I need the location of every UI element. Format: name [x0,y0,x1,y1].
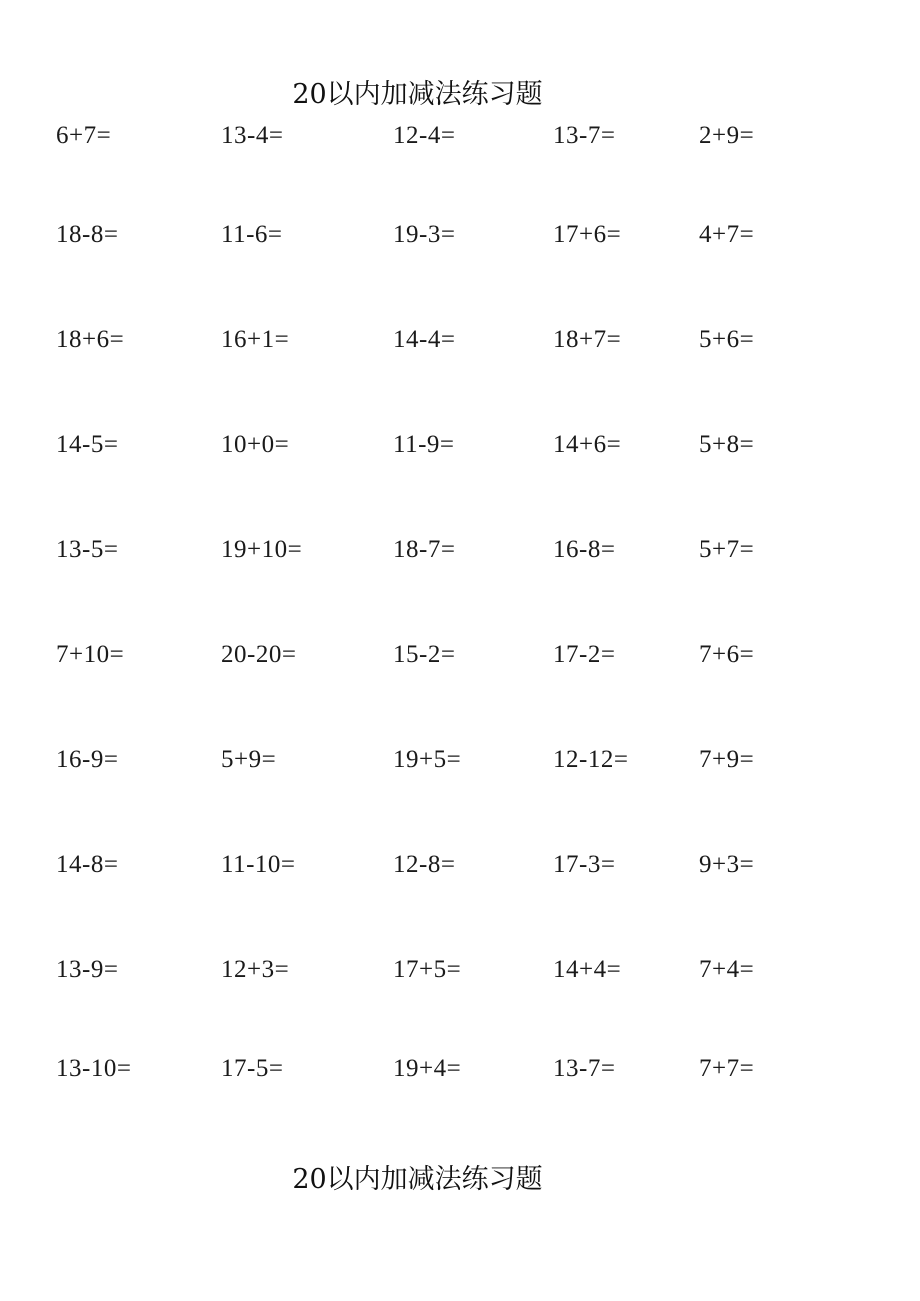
math-problem: 18-7= [393,536,456,563]
math-problem: 16+1= [221,326,290,353]
page-title-repeat: 20以内加减法练习题 [292,1164,543,1195]
math-problem: 10+0= [221,431,290,458]
math-problem: 14+4= [553,956,622,983]
math-problem: 7+9= [699,746,755,773]
math-problem: 13-9= [56,956,119,983]
math-problem: 5+9= [221,746,277,773]
math-problem: 17+6= [553,221,622,248]
math-problem: 14-5= [56,431,119,458]
page-title: 20以内加减法练习题 [292,79,543,110]
math-problem: 9+3= [699,851,755,878]
math-problem: 11-6= [221,221,283,248]
math-problem: 7+7= [699,1055,755,1082]
math-problem: 4+7= [699,221,755,248]
math-problem: 19+4= [393,1055,462,1082]
math-problem: 13-4= [221,122,284,149]
math-problem: 18+6= [56,326,125,353]
math-problem: 7+4= [699,956,755,983]
math-problem: 19+10= [221,536,303,563]
math-problem: 14+6= [553,431,622,458]
math-problem: 6+7= [56,122,112,149]
math-problem: 14-4= [393,326,456,353]
math-problem: 17-2= [553,641,616,668]
math-problem: 16-9= [56,746,119,773]
math-problem: 12+3= [221,956,290,983]
math-problem: 11-10= [221,851,296,878]
math-problem: 17-3= [553,851,616,878]
math-problem: 5+7= [699,536,755,563]
math-problem: 19-3= [393,221,456,248]
math-problem: 12-12= [553,746,629,773]
math-problem: 2+9= [699,122,755,149]
math-problem: 7+6= [699,641,755,668]
math-problem: 11-9= [393,431,455,458]
math-problem: 12-8= [393,851,456,878]
math-problem: 12-4= [393,122,456,149]
math-problem: 14-8= [56,851,119,878]
math-problem: 13-7= [553,1055,616,1082]
math-problem: 18-8= [56,221,119,248]
math-problem: 7+10= [56,641,125,668]
math-problem: 5+8= [699,431,755,458]
math-problem: 20-20= [221,641,297,668]
math-problem: 17+5= [393,956,462,983]
math-problem: 13-10= [56,1055,132,1082]
math-problem: 18+7= [553,326,622,353]
math-problem: 19+5= [393,746,462,773]
math-problem: 16-8= [553,536,616,563]
math-problem: 13-7= [553,122,616,149]
math-problem: 13-5= [56,536,119,563]
math-problem: 17-5= [221,1055,284,1082]
math-problem: 5+6= [699,326,755,353]
math-problem: 15-2= [393,641,456,668]
